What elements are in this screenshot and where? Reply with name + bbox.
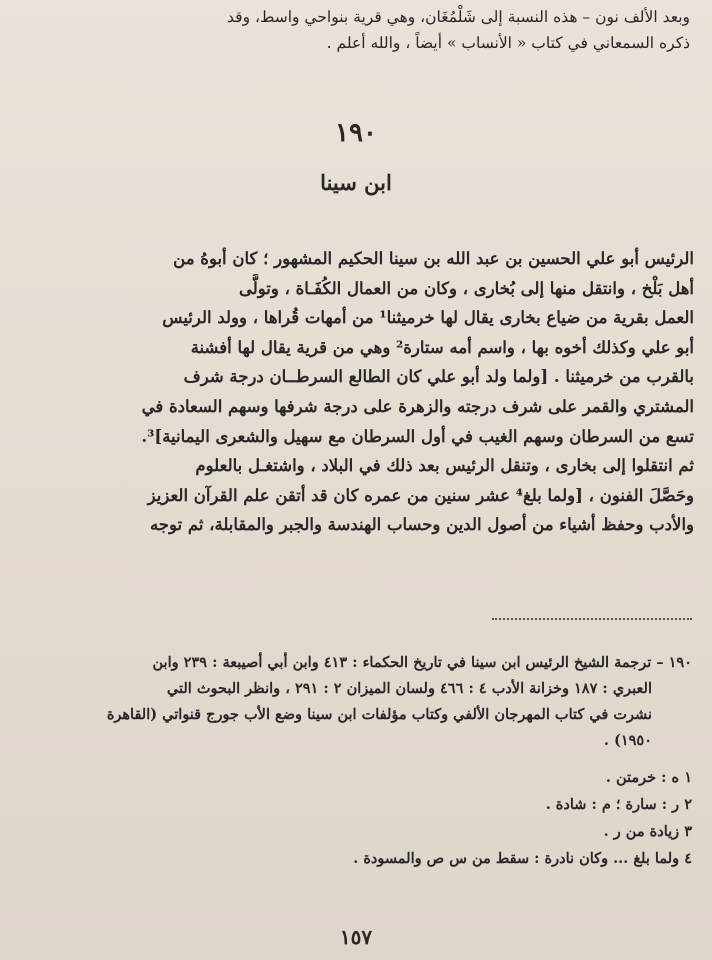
text-line: العمل بقرية من ضياع بخارى يقال لها خرميثنا¹ من أمهات قُراها ، وولد الرئيس bbox=[162, 308, 694, 328]
note-line: نشرت في كتاب المهرجان الألفي وكتاب مؤلفات ابن سينا وضع الأب جورج قنواتي (القاهرة bbox=[106, 706, 652, 723]
text-line: المشتري والقمر على شرف درجته والزهرة على درجة شرفها وسهم السعادة في bbox=[141, 396, 694, 416]
text-line: وحَصَّلَ الفنون ، [ولما بلغ⁴ عشر سنين من عمره كان قد أتقن علم القرآن العزيز bbox=[147, 485, 694, 505]
page-number: ١٥٧ bbox=[339, 925, 373, 949]
footnote-divider bbox=[492, 618, 692, 620]
entry-number: ١٩٠ bbox=[335, 118, 377, 148]
text-line: ذكره السمعاني في كتاب « الأنساب » أيضاً ، والله أعلم . bbox=[326, 34, 690, 52]
text-line: بالقرب من خرميثنا . [ولما ولد أبو علي كان الطالع السرطــان درجة شرف bbox=[183, 367, 694, 387]
text-line: الرئيس أبو علي الحسين بن عبد الله بن سينا الحكيم المشهور ؛ كان أبوهُ من bbox=[173, 249, 694, 268]
continued-paragraph bbox=[30, 4, 690, 56]
note-line: ١٩٥٠) . bbox=[603, 732, 652, 749]
note-line: العبري : ١٨٧ وخزانة الأدب ٤ : ٤٦٦ ولسان الميزان ٢ : ٢٩١ ، وانظر البحوث التي bbox=[166, 680, 652, 697]
footnote: ١ ه : خرمتن . bbox=[605, 769, 692, 786]
footnote: ٤ ولما بلغ ... وكان نادرة : سقط من س ص والمسودة . bbox=[353, 850, 692, 867]
note-line: ١٩٠ – ترجمة الشيخ الرئيس ابن سينا في تاريخ الحكماء : ٤١٣ وابن أبي أصيبعة : ٢٣٩ وابن bbox=[152, 654, 692, 671]
text-line: والأدب وحفظ أشياء من أصول الدين وحساب الهندسة والجبر والمقابلة، ثم توجه bbox=[149, 515, 694, 535]
text-line: وبعد الألف نون – هذه النسبة إلى شَلْمُغَان، وهي قرية بنواحي واسط، وقد bbox=[227, 8, 690, 26]
text-line: أبو علي وكذلك أخوه بها ، واسم أمه ستارة² وهي من قرية يقال لها أفشنة bbox=[190, 337, 694, 357]
footnote: ٣ زيادة من ر . bbox=[603, 823, 692, 840]
text-line: أهل بَلْخ ، وانتقل منها إلى بُخارى ، وكان من العمال الكُفَـاة ، وتولَّى bbox=[238, 278, 694, 298]
footnotes-list bbox=[26, 766, 692, 874]
footnote: ٢ ر : سارة ؛ م : شادة . bbox=[545, 796, 692, 813]
entry-title: ابن سينا bbox=[320, 170, 392, 195]
reference-note bbox=[26, 650, 692, 754]
text-line: تسع من السرطان وسهم الغيب في أول السرطان مع سهيل والشعرى اليمانية]³. bbox=[141, 426, 694, 446]
biography-text bbox=[26, 244, 694, 540]
text-line: ثم انتقلوا إلى بخارى ، وتنقل الرئيس بعد ذلك في البلاد ، واشتغـل بالعلوم bbox=[195, 456, 694, 476]
